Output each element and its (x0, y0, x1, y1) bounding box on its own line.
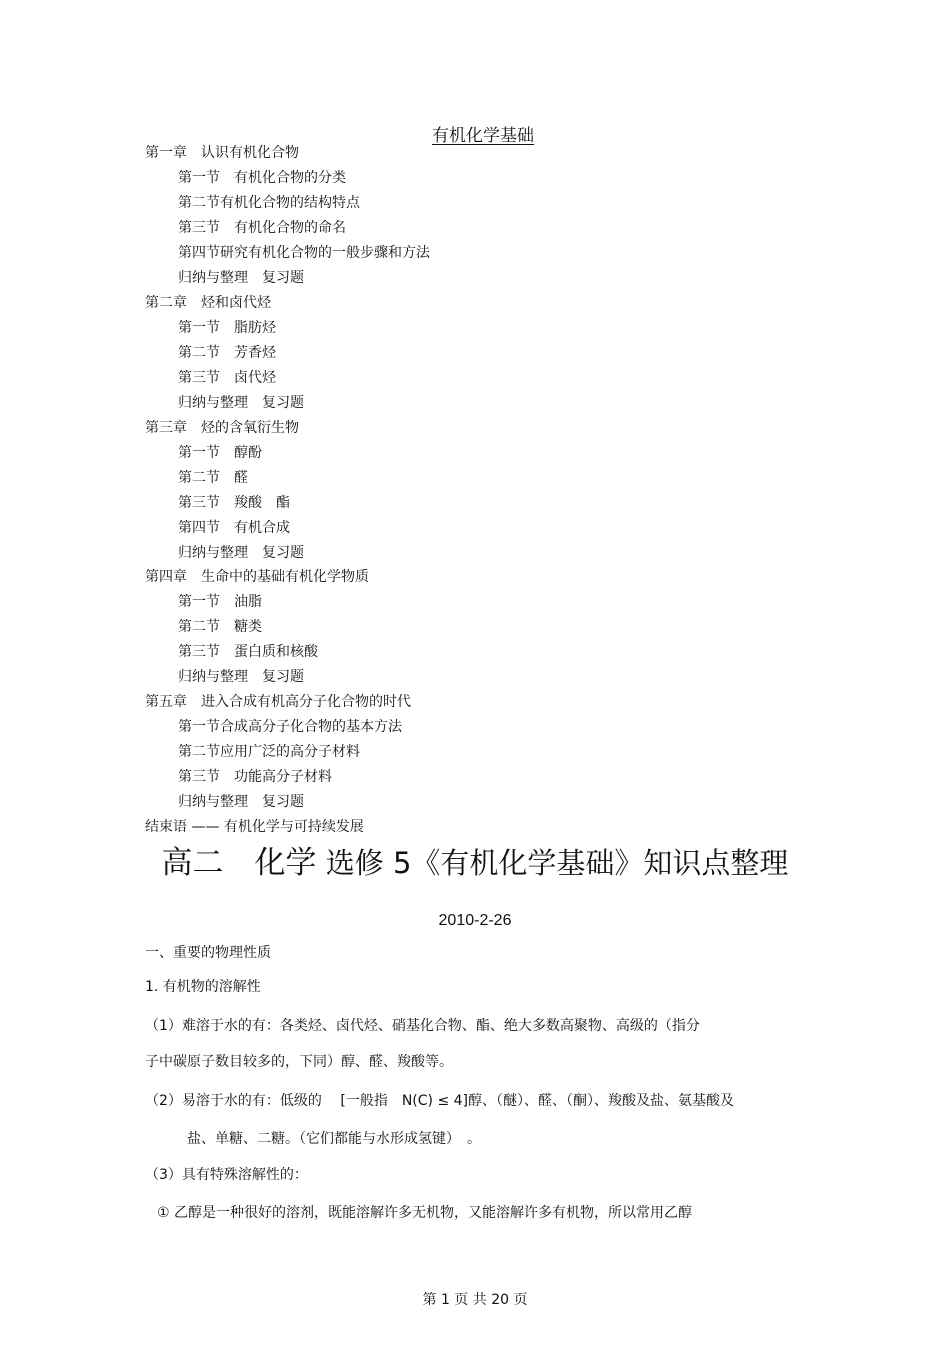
paragraph-line: ① 乙醇是一种很好的溶剂，既能溶解许多无机物，又能溶解许多有机物，所以常用乙醇 (157, 1205, 692, 1221)
toc-section: 第三节 羧酸 酯 (178, 495, 290, 511)
toc-section: 第四节 有机合成 (178, 520, 290, 536)
toc-review: 归纳与整理 复习题 (178, 669, 304, 685)
paragraph-line: （2）易溶于水的有：低级的 [一般指 N(C) ≤ 4]醇、（醚）、醛、（酮）、羧酸及盐、氨基酸及 (145, 1093, 734, 1109)
toc-section: 第三节 有机化合物的命名 (178, 220, 346, 236)
toc-chapter-3: 第三章 烃的含氧衍生物 (145, 420, 299, 436)
paragraph-line: 子中碳原子数目较多的，下同）醇、醛、羧酸等。 (145, 1054, 453, 1070)
page-footer: 第 1 页 共 20 页 (422, 1292, 528, 1308)
toc-chapter-4: 第四章 生命中的基础有机化学物质 (145, 569, 369, 585)
paragraph-line: （1）难溶于水的有：各类烃、卤代烃、硝基化合物、酯、绝大多数高聚物、高级的（指分 (145, 1018, 700, 1034)
toc-section: 第一节 有机化合物的分类 (178, 170, 346, 186)
toc-review: 归纳与整理 复习题 (178, 270, 304, 286)
toc-section: 第三节 蛋白质和核酸 (178, 644, 318, 660)
toc-chapter-5: 第五章 进入合成有机高分子化合物的时代 (145, 694, 411, 710)
toc-section: 第二节应用广泛的高分子材料 (178, 744, 360, 760)
toc-section: 第二节 醛 (178, 470, 248, 486)
toc-title: 有机化学基础 (432, 126, 534, 146)
document-title (0, 845, 950, 882)
toc-chapter-2: 第二章 烃和卤代烃 (145, 295, 271, 311)
title-course: 选修 5《有机化学基础》知识点整理 (316, 846, 789, 880)
toc-section: 第一节 醇酚 (178, 445, 262, 461)
paragraph-line: 盐、单糖、二糖。（它们都能与水形成氢键） 。 (187, 1131, 481, 1147)
toc-section: 第二节 糖类 (178, 619, 262, 635)
toc-review: 归纳与整理 复习题 (178, 395, 304, 411)
subsection-heading: 1. 有机物的溶解性 (145, 979, 261, 995)
toc-section: 第三节 功能高分子材料 (178, 769, 332, 785)
toc-section: 第一节合成高分子化合物的基本方法 (178, 719, 402, 735)
document-date: 2010-2-26 (438, 912, 512, 929)
toc-section: 第三节 卤代烃 (178, 370, 276, 386)
toc-section: 第一节 脂肪烃 (178, 320, 276, 336)
section-heading: 一、重要的物理性质 (145, 945, 271, 961)
toc-chapter-1: 第一章 认识有机化合物 (145, 145, 299, 161)
toc-section: 第一节 油脂 (178, 594, 262, 610)
toc-section: 第二节有机化合物的结构特点 (178, 195, 360, 211)
title-subject: 高二 化学 (161, 845, 317, 881)
toc-review: 归纳与整理 复习题 (178, 545, 304, 561)
toc-review: 归纳与整理 复习题 (178, 794, 304, 810)
toc-section: 第四节研究有机化合物的一般步骤和方法 (178, 245, 430, 261)
toc-section: 第二节 芳香烃 (178, 345, 276, 361)
toc-epilogue: 结束语 —— 有机化学与可持续发展 (145, 819, 364, 835)
paragraph-line: （3）具有特殊溶解性的： (145, 1167, 308, 1183)
